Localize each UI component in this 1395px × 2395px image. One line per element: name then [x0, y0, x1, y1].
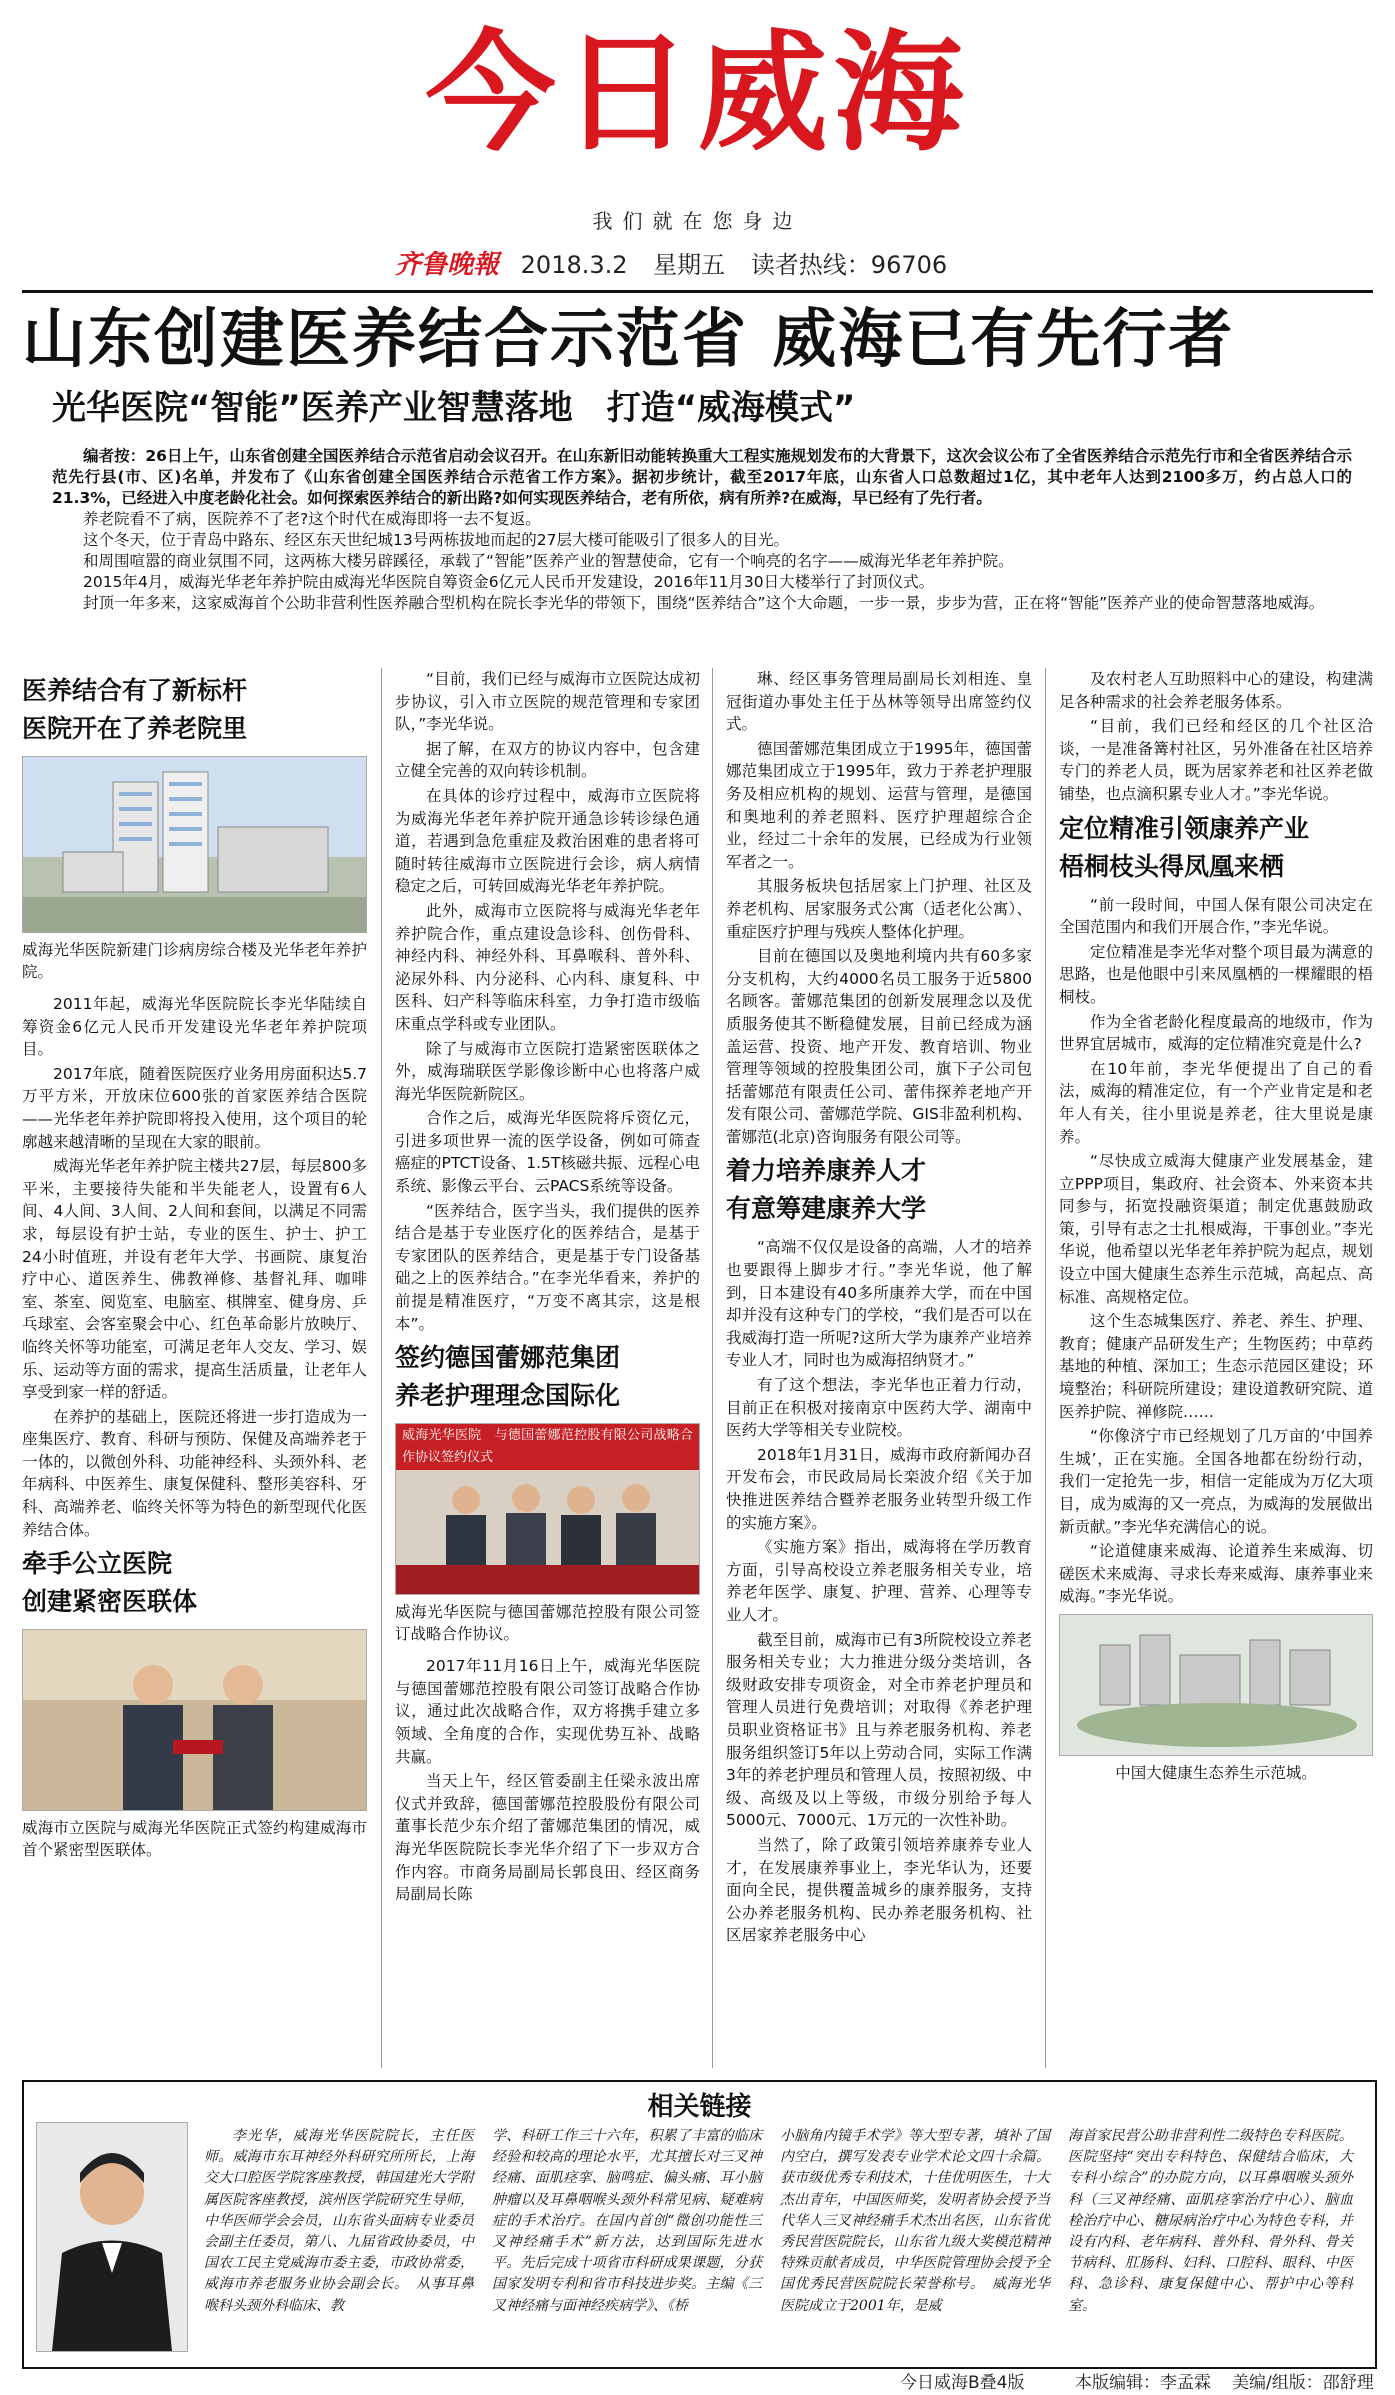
photo-caption: 中国大健康生态养生示范城。 [1115, 1763, 1317, 1782]
page-editor: 本版编辑：李孟霖 [1075, 2373, 1211, 2393]
column-2 [395, 668, 700, 1908]
masthead-slogan: 我们就在您身边 [592, 209, 803, 233]
body-paragraph: 2017年底，随着医院医疗业务用房面积达5.7万平方米，开放床位600张的首家医养结合医院——光华老年养护院即将投入使用，这个项目的轮廓越来越清晰的呈现在大家的眼前。 [22, 1064, 367, 1151]
main-headline: 山东创建医养结合示范省 威海已有先行者 [22, 303, 1235, 377]
building-rendering-image [23, 757, 367, 932]
photo-building-rendering [22, 756, 367, 933]
body-paragraph: 当然了，除了政策引领培养康养专业人才，在发展康养事业上，李光华认为，还要面向全民，提供覆盖城乡的康养服务，支持公办养老服务机构、民办养老服务机构、社区居家养老服务中心 [726, 1835, 1032, 1945]
intro-paragraph: 养老院看不了病，医院养不了老?这个时代在威海即将一去不复返。 [83, 510, 541, 528]
body-paragraph: “尽快成立威海大健康产业发展基金，建立PPP项目，集政府、社会资本、外来资本共同参与，拓宽投融资渠道；制定优惠鼓励政策，引导有志之士扎根威海，干事创业。”李光华说，他希望以光华老年养护院为起点，规划设立中国大健康生态养生示范城，高起点、高标准、高规格定位。 [1059, 1152, 1373, 1306]
issue-date: 2018.3.2 [520, 251, 628, 279]
body-paragraph: 其服务板块包括居家上门护理、社区及养老机构、居家服务式公寓（适老化公寓）、重症医疗护理与残疾人整体化护理。 [726, 877, 1032, 941]
related-links-paragraph: 李光华，威海光华医院院长，主任医师。威海市东耳神经外科研究所所长，上海交大口腔医学院客座教授，韩国建光大学附属医院客座教授，滨州医学院研究生导师，中华医师学会会员，山东省头面病专业委员会副主任委员，第八、九届省政协委员，中国农工民主党威海市委主委，市政协常委，威海市养老服务业协会副会长。 从事耳鼻喉科头颈外科临床、教 [204, 2128, 474, 2314]
page-designer: 美编/组版：邵舒理 [1232, 2373, 1374, 2393]
body-paragraph: “医养结合，医字当头，我们提供的医养结合是基于专业医疗化的医养结合，是基于专家团队的医养结合，更是基于专门设备基础之上的医养结合。”在李光华看来，养护的前提是精准医疗，“万变不离其宗，这是根本”。 [395, 1201, 700, 1333]
body-paragraph: 2017年11月16日上午，威海光华医院与德国蕾娜范控股有限公司签订战略合作协议，通过此次战略合作，双方将携手建立多领域、全角度的合作，实现优势互补、战略共赢。 [395, 1657, 700, 1766]
portrait-image [37, 2123, 187, 2351]
photo-caption: 威海市立医院与威海光华医院正式签约构建威海市首个紧密型医联体。 [22, 1819, 367, 1860]
column-divider [1045, 668, 1046, 2068]
page-number: 今日威海B叠4版 [900, 2373, 1025, 2393]
section-title-german-partner: 签约德国蕾娜范集团 养老护理理念国际化 [395, 1343, 621, 1411]
section-title-talent: 着力培养康养人才 有意筹建康养大学 [726, 1156, 927, 1224]
body-paragraph: “高端不仅仅是设备的高端，人才的培养也要跟得上脚步才行。”李光华说，他了解到，日本建设有40多所康养大学，而在中国却并没有这种专门的学校，“我们是否可以在我威海打造一所呢?这所大学为康养产业培养专业人才，同时也为威海招纳贤才。” [726, 1238, 1032, 1370]
body-paragraph: 2011年起，威海光华医院院长李光华陆续自筹资金6亿元人民币开发建设光华老年养护院项目。 [22, 995, 367, 1059]
related-links-column [204, 2126, 474, 2317]
masthead-title: 今日威海 [425, 17, 970, 169]
related-links-title: 相关链接 [647, 2092, 752, 2122]
photo-eco-city [1059, 1614, 1373, 1756]
paper-name-logo: 齐鲁晚報 [395, 250, 500, 280]
related-links-paragraph: 海首家民营公助非营利性二级特色专科医院。医院坚持“突出专科特色、保健结合临床，大专科小综合”的办院方向，以耳鼻咽喉头颈外科（三叉神经痛、面肌痉挛治疗中心）、脑血栓治疗中心、糖尿病治疗中心为特色专科，并设有内科、老年病科、普外科、骨外科、骨关节病科、肛肠科、妇科、口腔科、眼科、中医科、急诊科、康复保健中心、帮护中心等科室。 [1068, 2128, 1353, 2314]
masthead-divider [22, 290, 1373, 293]
body-paragraph: 在10年前，李光华便提出了自己的看法，威海的精准定位，有一个产业肯定是和老年人有关，往小里说是养老，往大里说是康养。 [1059, 1059, 1373, 1146]
section-title-medical-care: 医养结合有了新标杆 医院开在了养老院里 [22, 676, 248, 743]
related-links-box [22, 2080, 1377, 2369]
column-divider [712, 668, 713, 2068]
editor-note [52, 446, 1352, 614]
reader-hotline: 读者热线：96706 [750, 251, 948, 279]
related-links-column [1068, 2126, 1353, 2317]
column-1 [22, 668, 367, 1871]
photo-caption: 威海光华医院与德国蕾娜范控股有限公司签订战略合作协议。 [395, 1603, 700, 1644]
intro-paragraph: 这个冬天，位于青岛中路东、经区东天世纪城13号两栋拔地而起的27层大楼可能吸引了很多人的目光。 [83, 531, 789, 549]
ceremony-banner: 威海光华医院 与德国蕾娜范控股有限公司战略合作协议签约仪式 [396, 1424, 699, 1470]
column-divider [381, 668, 382, 2068]
body-paragraph: 此外，威海市立医院将与威海光华老年养护院合作，重点建设急诊科、创伤骨科、神经内科、神经外科、耳鼻喉科、普外科、泌尿外科、内分泌科、心内科、康复科、中医科、妇产科等临床科室，力争打造市级临床重点学科或专业团队。 [395, 901, 700, 1033]
intro-paragraph: 和周围喧嚣的商业氛围不同，这两栋大楼另辟蹊径，承载了“智能”医养产业的智慧使命，它有一个响亮的名字——威海光华老年养护院。 [83, 552, 1014, 570]
body-paragraph: 目前在德国以及奥地利境内共有60多家分支机构，大约4000名员工服务于近5800名顾客。蕾娜范集团的创新发展理念以及优质服务使其不断稳健发展，目前已经成为涵盖运营、投资、地产开发、教育培训、物业管理等领域的控股集团公司，旗下子公司包括蕾娜范有限责任公司、蕾伟探养老地产开发有限公司、蕾娜范学院、GIS非盈利机构、蕾娜范(北京)咨询服务有限公司等。 [726, 947, 1032, 1146]
body-paragraph: 这个生态城集医疗、养老、养生、护理、教育；健康产品研发生产；生物医药；中草药基地的种植、深加工；生态示范园区建设；环境整治；科研院所建设；建设道教研究院、道医养护院、禅修院…… [1059, 1312, 1373, 1421]
body-paragraph: 合作之后，威海光华医院将斥资亿元，引进多项世界一流的医学设备，例如可筛查癌症的PTCT设备、1.5T核磁共振、远程心电系统、影像云平台、云PACS系统等设备。 [395, 1109, 700, 1196]
intro-paragraph: 封顶一年多来，这家威海首个公助非营利性医养融合型机构在院长李光华的带领下，围绕“医养结合”这个大命题，一步一景，步步为营，正在将“智能”医养产业的使命智慧落地威海。 [83, 594, 1325, 612]
photo-caption: 威海光华医院新建门诊病房综合楼及光华老年养护院。 [22, 941, 367, 981]
handshake-photo-image [23, 1630, 367, 1810]
related-links-column [780, 2126, 1050, 2317]
portrait-photo [36, 2122, 188, 2352]
related-links-column [492, 2126, 762, 2317]
body-paragraph: 在养护的基础上，医院还将进一步打造成为一座集医疗、教育、科研与预防、保健及高端养老于一体的，以微创外科、功能神经科、头颈外科、老年病科、中医养生、康复保健科、整形美容科、牙科、高端养老、临终关怀等为特色的新型现代化医养结合体。 [22, 1407, 367, 1539]
related-links-paragraph: 小脑角内镜手术学》等大型专著，填补了国内空白，撰写发表专业学术论文四十余篇。获市级优秀专利技术，十佳优明医生，十大杰出青年，中国医师奖，发明者协会授予当代华人三叉神经痛手术杰出名医，山东省优秀民营医院院长，山东省九级大奖模范精神特殊贡献者成员，中华医院管理协会授予全国优秀民营医院院长荣誉称号。 威海光华医院成立于2001年，是威 [780, 2128, 1050, 2314]
body-paragraph: “论道健康来威海、论道养生来威海、切磋医术来威海、寻求长寿来威海、康养事业来威海。”李光华说。 [1059, 1542, 1373, 1606]
body-paragraph: 定位精准是李光华对整个项目最为满意的思路，也是他眼中引来凤凰栖的一棵耀眼的梧桐枝。 [1059, 942, 1373, 1006]
body-paragraph: 除了与威海市立医院打造紧密医联体之外，威海瑞联医学影像诊断中心也将落户威海光华医院新院区。 [395, 1039, 700, 1103]
body-paragraph: 当天上午，经区管委副主任梁永波出席仪式并致辞，德国蕾娜范控股股份有限公司董事长范少东介绍了蕾娜范集团的情况，威海光华医院院长李光华介绍了下一步双方合作内容。市商务局副局长郭良田、经区商务局副局长陈 [395, 1772, 700, 1904]
body-paragraph: 《实施方案》指出，威海将在学历教育方面，引导高校设立养老服务相关专业，培养老年医学、康复、护理、营养、心理等专业人才。 [726, 1538, 1032, 1624]
body-paragraph: “前一段时间，中国人保有限公司决定在全国范围内和我们开展合作，”李光华说。 [1059, 895, 1373, 937]
body-paragraph: 及农村老人互助照料中心的建设，构建满足各种需求的社会养老服务体系。 [1059, 670, 1373, 711]
intro-paragraph: 编者按：26日上午，山东省创建全国医养结合示范省启动会议召开。在山东新旧动能转换重大工程实施规划发布的大背景下，这次会议公布了全省医养结合示范先行市和全省医养结合示范先行县(市、区)名单，并发布了《山东省创建全国医养结合示范省工作方案》。据初步统计，截至2017年底，山东省人口总数超过1亿，其中老年人达到2100多万，约占总人口的21.3%，已经进入中度老龄化社会。如何探索医养结合的新出路?如何实现医养结合，老有所依，病有所养?在威海，早已经有了先行者。 [52, 447, 1352, 507]
body-paragraph: 截至目前，威海市已有3所院校设立养老服务相关专业；大力推进分级分类培训，各级财政安排专项资金，对全市养老护理员和管理人员进行免费培训；对取得《养老护理员职业资格证书》且与养老服务机构、养老服务组织签订5年以上劳动合同，实际工作满3年的养老护理员和管理人员，按照初级、中级、高级及以上等级，市级分别给予每人5000元、7000元、1万元的一次性补助。 [726, 1630, 1032, 1830]
photo-signing-ceremony [395, 1423, 700, 1595]
body-paragraph: “目前，我们已经和经区的几个社区洽谈，一是准备篝村社区，另外准备在社区培养专门的养老人员，既为居家养老和社区养老做铺垫，也点滴积累专业人才。”李光华说。 [1059, 717, 1373, 803]
body-paragraph: 德国蕾娜范集团成立于1995年，德国蕾娜范集团成立于1995年，致力于养老护理服务及相应机构的规划、运营与管理，是德国和奥地利的养老照料、医疗护理超综合企业，经过二十余年的发展，已经成为行业领军者之一。 [726, 739, 1032, 871]
body-paragraph: 2018年1月31日，威海市政府新闻办召开发布会，市民政局局长栾波介绍《关于加快推进医养结合暨养老服务业转型升级工作的实施方案》。 [726, 1445, 1032, 1532]
related-links-paragraph: 学、科研工作三十六年，积累了丰富的临床经验和较高的理论水平，尤其擅长对三叉神经痛、面肌痉挛、脑鸣症、偏头痛、耳小脑肿瘤以及耳鼻咽喉头颈外科常见病、疑难病症的手术治疗。在国内首创“微创功能性三叉神经痛手术”新方法，达到国际先进水平。先后完成十项省市科研成果课题，分获国家发明专利和省市科技进步奖。主编《三叉神经痛与面神经疾病学》、《桥 [492, 2128, 762, 2314]
body-paragraph: “目前，我们已经与威海市立医院达成初步协议，引入市立医院的规范管理和专家团队，”李光华说。 [395, 670, 700, 734]
body-paragraph: 据了解，在双方的协议内容中，包含建立健全完善的双向转诊机制。 [395, 739, 700, 781]
column-3 [726, 668, 1032, 1949]
photo-signing-handshake [22, 1629, 367, 1811]
body-paragraph: 琳、经区事务管理局副局长刘相连、皇冠街道办事处主任于丛林等领导出席签约仪式。 [726, 670, 1032, 734]
ceremony-people-image [396, 1470, 699, 1594]
body-paragraph: 在具体的诊疗过程中，威海市立医院将为威海光华老年养护院开通急诊转诊绿色通道，若遇到急危重症及救治困难的患者将可随时转往威海市立医院进行会诊，病人病情稳定之后，可转回威海光华老年养护院。 [395, 786, 700, 896]
section-title-positioning: 定位精准引领康养产业 梧桐枝头得凤凰来栖 [1059, 813, 1310, 881]
section-title-hospital-alliance: 牵手公立医院 创建紧密医联体 [22, 1549, 198, 1617]
body-paragraph: 作为全省老龄化程度最高的地级市，作为世界宜居城市，威海的定位精准究竟是什么? [1059, 1012, 1373, 1054]
body-paragraph: 有了这个想法，李光华也正着力行动，目前正在积极对接南京中医药大学、湖南中医药大学等相关专业院校。 [726, 1376, 1032, 1440]
dateline [395, 244, 965, 281]
eco-city-image [1060, 1615, 1373, 1755]
body-paragraph: “你像济宁市已经规划了几万亩的‘中国养生城’，正在实施。全国各地都在纷纷行动，我们一定抢先一步，相信一定能成为万亿大项目，成为威海的又一亮点，为威海的发展做出新贡献。”李光华充满信心的说。 [1059, 1427, 1373, 1536]
body-paragraph: 威海光华老年养护院主楼共27层，每层800多平米，主要接待失能和半失能老人，设置有6人间、4人间、3人间、2人间和套间，以满足不同需求，每层设有护士站，专业的医生、护士、护工24小时值班，并设有老年大学、书画院、康复治疗中心、道医养生、佛教禅修、基督礼拜、咖啡室、茶室、阅览室、电脑室、棋牌室、健身房、乒乓球室、会客室聚会中心、红色革命影片放映厅、临终关怀等功能室，可满足老年人交友、学习、娱乐、运动等方面的需求，提高生活质量，让老年人享受到家一样的舒适。 [22, 1157, 367, 1402]
intro-paragraph: 2015年4月，威海光华老年养护院由威海光华医院自筹资金6亿元人民币开发建设，2016年11月30日大楼举行了封顶仪式。 [83, 573, 935, 591]
subheadline: 光华医院“智能”医养产业智慧落地 打造“威海模式” [52, 388, 856, 428]
column-4 [1059, 668, 1373, 1794]
issue-weekday: 星期五 [653, 251, 726, 279]
